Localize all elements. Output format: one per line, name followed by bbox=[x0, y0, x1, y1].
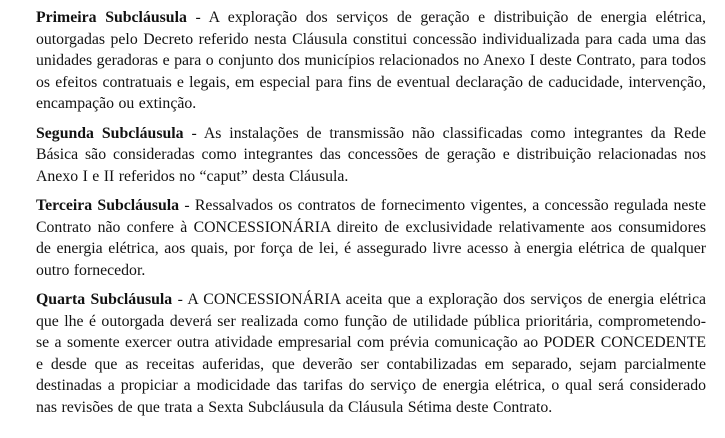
clause-body-segunda: As instalações de transmissão não classificadas como integrantes da Rede Básica são consideradas como integrantes das concessões de geração e distribuição relacionadas nos Anexo I e II referidos no “caput” desta Cláusula. bbox=[36, 124, 706, 185]
clause-paragraph-terceira bbox=[36, 195, 706, 281]
clause-body-primeira: A exploração dos serviços de geração e distribuição de energia elétrica, outorgadas pelo Decreto referido nesta Cláusula constitui concessão individualizada para cada uma das unidades geradoras e para o conjunto dos municípios relacionados no Anexo I deste Contrato, para todos os efeitos contratuais e legais, em especial para fins de eventual declaração de caducidade, intervenção, encampação ou extinção. bbox=[36, 9, 706, 112]
clause-body-quarta: A CONCESSIONÁRIA aceita que a exploração dos serviços de energia elétrica que lhe é outorgada deverá ser realizada como função de utilidade pública prioritária, comprometendo-se a somente exercer outra atividade empresarial com prévia comunicação ao PODER CONCEDENTE e desde que as receitas auferidas, que deverão ser contabilizadas em separado, sejam parcialmente destinadas a propiciar a modicidade das tarifas do serviço de energia elétrica, o qual será considerado nas revisões de que trata a Sexta Subcláusula da Cláusula Sétima deste Contrato. bbox=[36, 291, 706, 416]
clause-paragraph-segunda bbox=[36, 123, 706, 188]
clause-title-quarta: Quarta Subcláusula bbox=[36, 291, 173, 308]
clause-title-segunda: Segunda Subcláusula bbox=[36, 124, 184, 142]
clause-paragraph-primeira bbox=[36, 7, 706, 115]
clause-body-terceira: Ressalvados os contratos de fornecimento vigentes, a concessão regulada neste Contrato não confere à CONCESSIONÁRIA direito de exclusividade relativamente aos consumidores de energia elétrica, aos quais, por força de lei, é assegurado livre acesso à energia elétrica de qualquer outro fornecedor. bbox=[36, 197, 706, 279]
clause-separator: - bbox=[186, 9, 209, 26]
clause-title-terceira: Terceira Subcláusula bbox=[36, 197, 180, 214]
clause-separator: - bbox=[179, 197, 195, 214]
clause-paragraph-quarta bbox=[36, 289, 706, 418]
clause-separator: - bbox=[172, 291, 188, 308]
clause-separator: - bbox=[183, 124, 204, 142]
clause-title-primeira: Primeira Subcláusula bbox=[36, 9, 187, 26]
